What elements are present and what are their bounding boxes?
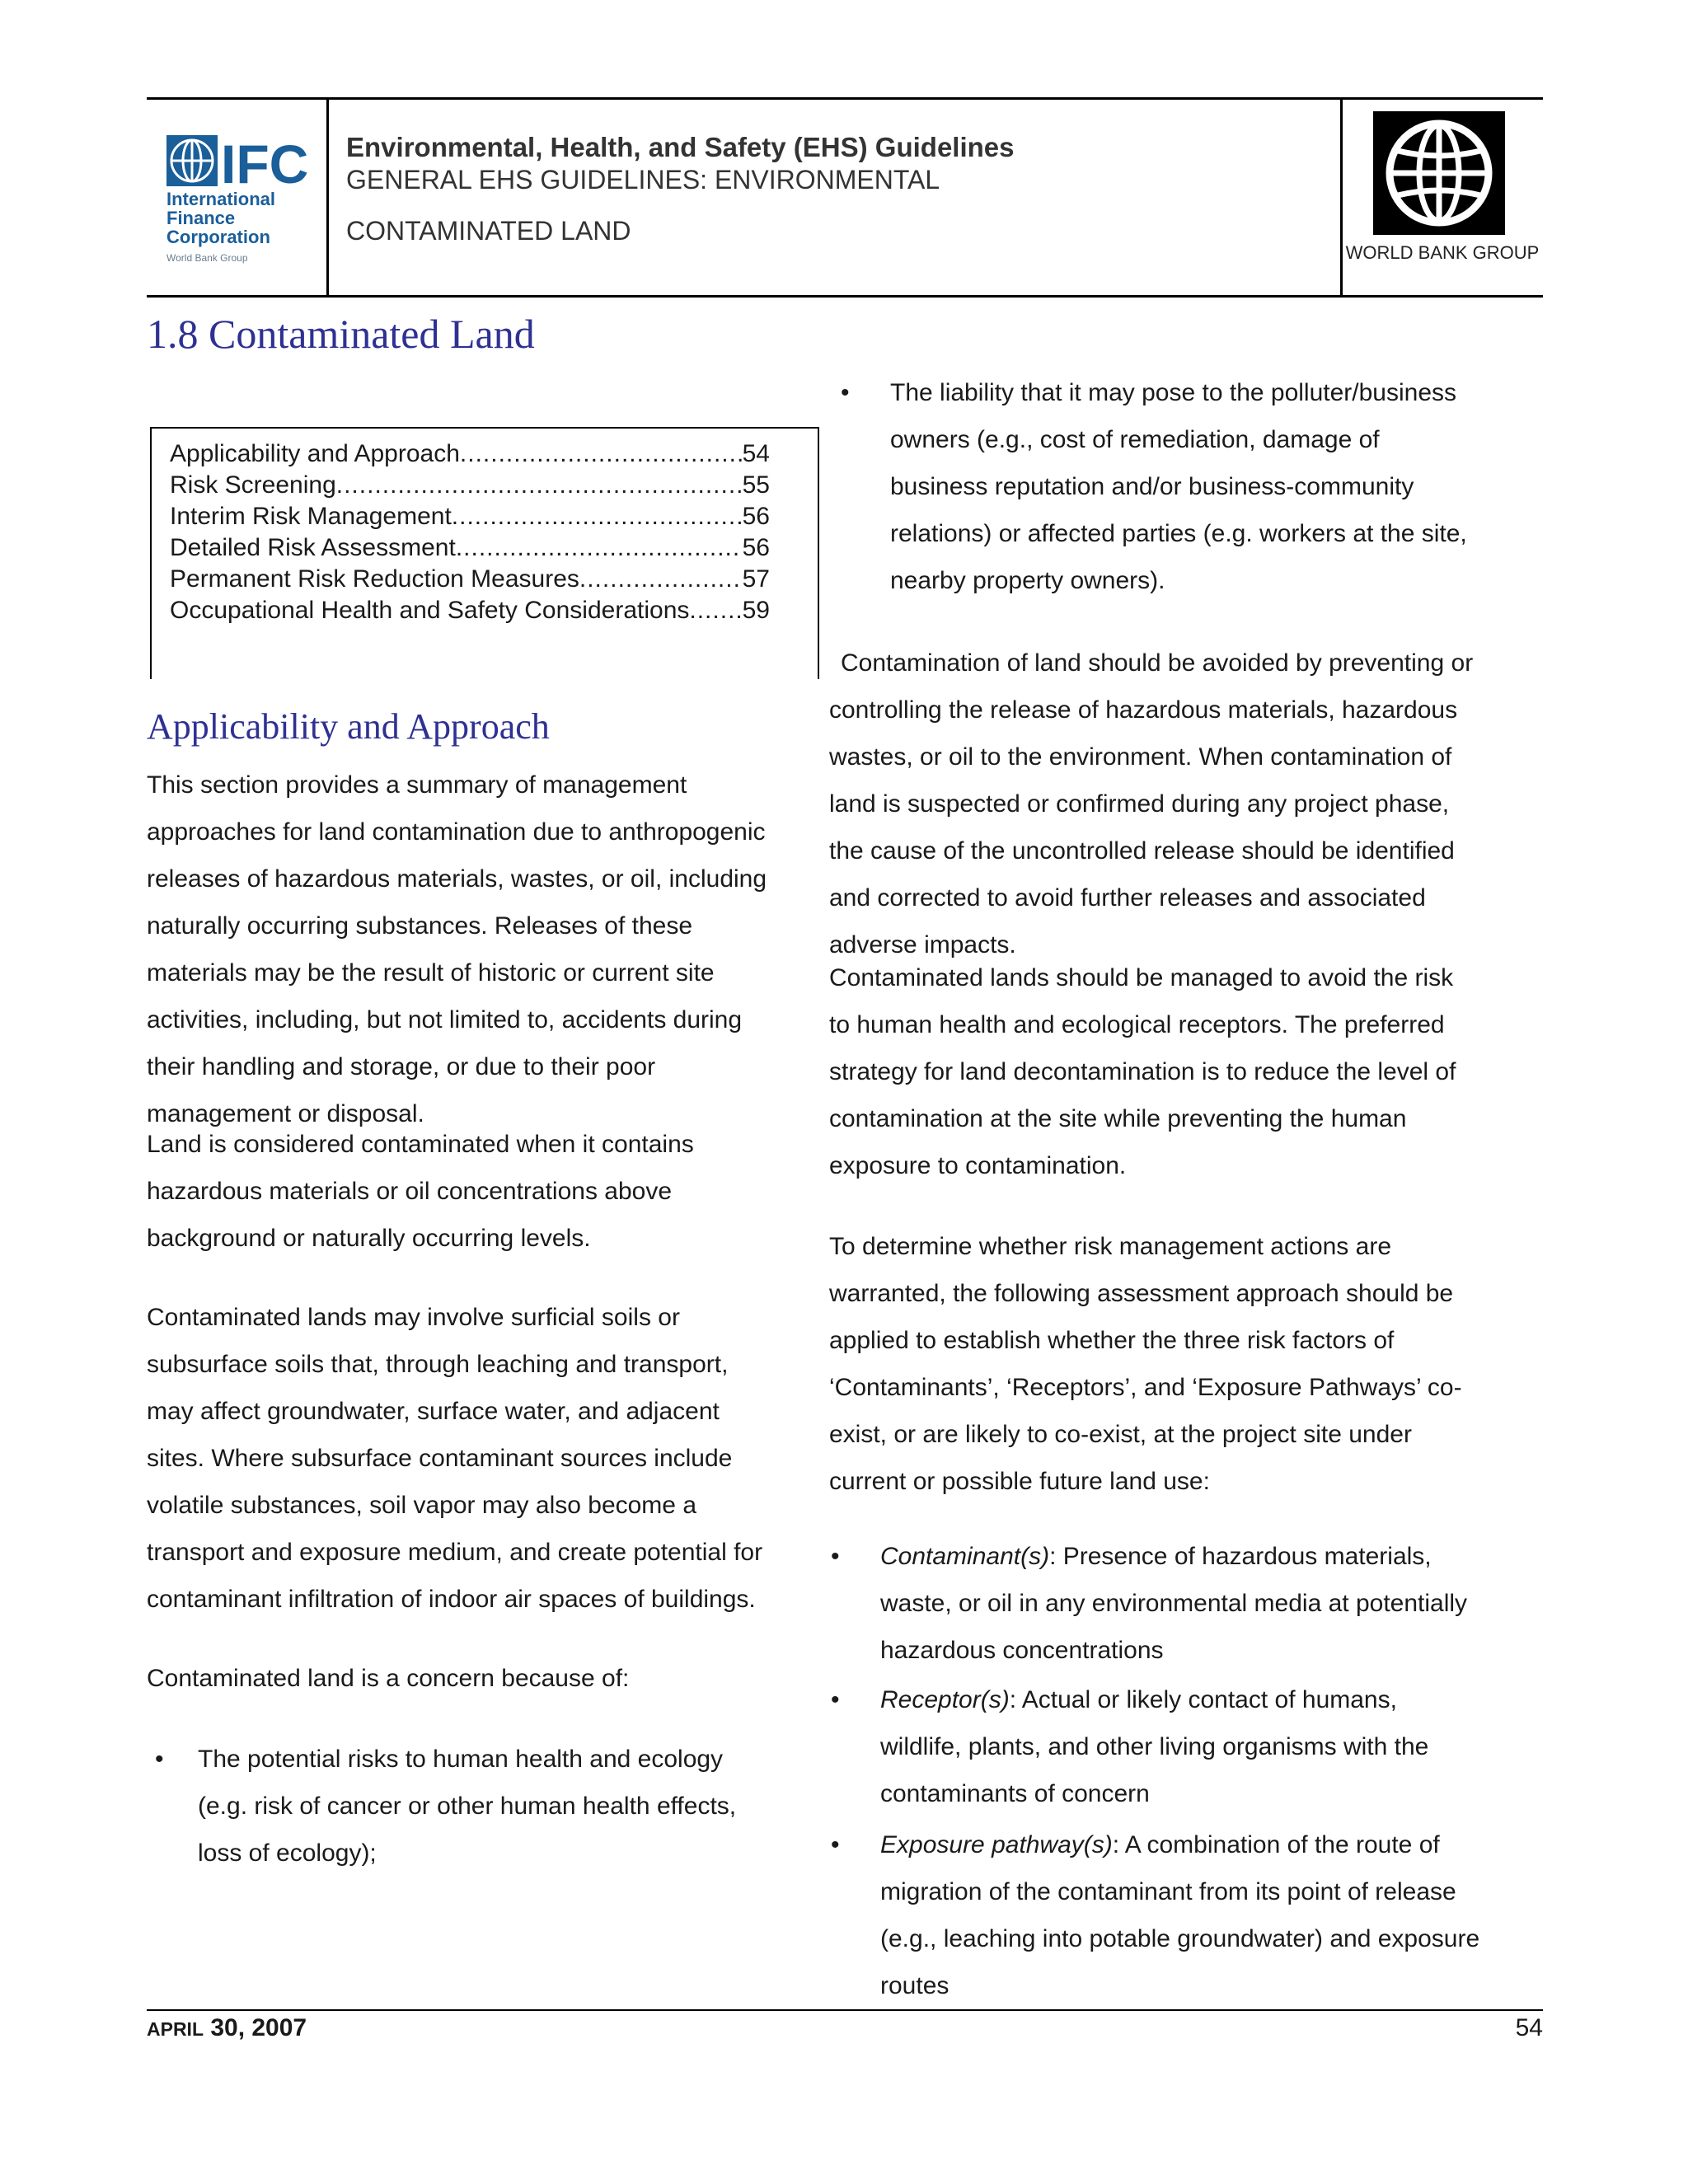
paragraph: Contaminated land is a concern because of: — [147, 1665, 630, 1692]
toc-item — [170, 595, 770, 626]
header-divider-right — [1340, 100, 1343, 295]
toc-item — [170, 501, 770, 532]
world-bank-logo — [1373, 111, 1505, 235]
footer-date — [147, 2014, 307, 2042]
toc-label: Detailed Risk Assessment — [170, 534, 456, 561]
ifc-name-line: Corporation — [166, 227, 270, 247]
header-top-rule — [147, 97, 1543, 100]
factor-text: : Actual or likely contact of humans, wildlife, plants, and other living organisms with the contaminants of concern — [880, 1686, 1429, 1807]
bullet-icon: • — [155, 1746, 164, 1773]
section-heading: Applicability and Approach — [147, 706, 550, 747]
paragraph: This section provides a summary of management approaches for land contamination due to anthropogenic releases of hazardous materials, wastes, or oil, including naturally occurring substances. Releases of these materials may be the result of historic or current site activities, including, but not limited to, accidents during their handling and storage, or due to their poor management or disposal. — [147, 771, 767, 1127]
factor-term: Receptor(s) — [880, 1686, 1010, 1713]
toc-label: Interim Risk Management — [170, 503, 452, 530]
paragraph: Land is considered contaminated when it contains hazardous materials or oil concentrations above background or naturally occurring levels. — [147, 1131, 694, 1252]
bullet-icon: • — [841, 379, 850, 406]
toc-label: Applicability and Approach — [170, 440, 460, 467]
ifc-mark-text: IFC — [221, 134, 309, 190]
toc-item — [170, 438, 770, 470]
toc-page: 59 — [742, 597, 770, 624]
toc-label: Risk Screening — [170, 471, 336, 499]
globe-icon — [1373, 111, 1505, 235]
toc-label: Permanent Risk Reduction Measures — [170, 565, 579, 593]
page-number: 54 — [1515, 2014, 1543, 2041]
paragraph: To determine whether risk management actions are warranted, the following assessment approach should be applied to establish whether the three risk factors of ‘Contaminants’, ‘Receptors’, and ‘Exposure Pathways’ co-exist, or are likely to co-exist, at the project site under current or possible future land use: — [829, 1233, 1462, 1495]
bullet-item — [880, 1676, 1482, 1817]
header-bottom-rule — [147, 295, 1543, 298]
ifc-logo — [166, 132, 315, 272]
bullet-item — [880, 1533, 1482, 1674]
footer-rule — [147, 2009, 1543, 2011]
paragraph: Contaminated lands may involve surficial soils or subsurface soils that, through leaching and transport, may affect groundwater, surface water, and adjacent sites. Where subsurface contaminant sources include volatile substances, soil vapor may also become a transport and exposure medium, and create potential for contaminant infiltration of indoor air spaces of buildings. — [147, 1304, 763, 1613]
ifc-globe-icon — [166, 132, 315, 190]
table-of-contents — [150, 427, 819, 679]
bullet-item — [880, 1821, 1482, 2009]
header-title: Environmental, Health, and Safety (EHS) Guidelines — [346, 132, 1015, 162]
world-bank-label: WORLD BANK GROUP — [1345, 242, 1540, 263]
toc-page: 54 — [742, 440, 770, 467]
factor-term: Exposure pathway(s) — [880, 1831, 1113, 1858]
ifc-name-line: International — [166, 189, 276, 209]
factor-term: Contaminant(s) — [880, 1543, 1050, 1570]
toc-page: 57 — [742, 565, 770, 593]
ifc-name-line: Finance — [166, 208, 236, 228]
ifc-name — [166, 190, 275, 246]
toc-item — [170, 470, 770, 501]
paragraph: Contaminated lands should be managed to avoid the risk to human health and ecological receptors. The preferred strategy for land decontamination is to reduce the level of contamination at the site while preventing the human exposure to contamination. — [829, 964, 1456, 1179]
page-title: 1.8 Contaminated Land — [147, 311, 535, 357]
bullet-item: The potential risks to human health and ecology (e.g. risk of cancer or other human health effects, loss of ecology); — [198, 1746, 737, 1867]
bullet-item: The liability that it may pose to the polluter/business owners (e.g., cost of remediation, damage of business reputation and/or business-community relations) or affected parties (e.g. workers at the site, nearby property owners). — [890, 379, 1467, 594]
footer-date-rest: 30, 2007 — [204, 2014, 307, 2041]
footer-date-month: APRIL — [147, 2018, 204, 2040]
header-subtitle: GENERAL EHS GUIDELINES: ENVIRONMENTAL — [346, 165, 940, 194]
toc-label: Occupational Health and Safety Considerations — [170, 597, 690, 624]
toc-page: 56 — [742, 534, 770, 561]
toc-page: 55 — [742, 471, 770, 499]
toc-item — [170, 532, 770, 564]
bullet-icon: • — [831, 1543, 840, 1570]
toc-item — [170, 564, 770, 595]
paragraph: Contamination of land should be avoided by preventing or controlling the release of hazardous materials, hazardous wastes, or oil to the environment. When contamination of land is suspected or confirmed during any project phase, the cause of the uncontrolled release should be identified and corrected to avoid further releases and associated adverse impacts. — [829, 649, 1474, 958]
bullet-icon: • — [831, 1686, 840, 1713]
bullet-icon: • — [831, 1831, 840, 1858]
factor-text: : Presence of hazardous materials, waste, or oil in any environmental media at potentially hazardous concentrations — [880, 1543, 1468, 1664]
ifc-group-label: World Bank Group — [166, 252, 248, 264]
header-section: CONTAMINATED LAND — [346, 216, 631, 246]
factor-text: : A combination of the route of migration of the contaminant from its point of release (e.g., leaching into potable groundwater) and exposure routes — [880, 1831, 1480, 1999]
toc-page: 56 — [742, 503, 770, 530]
header-divider-left — [326, 100, 329, 295]
